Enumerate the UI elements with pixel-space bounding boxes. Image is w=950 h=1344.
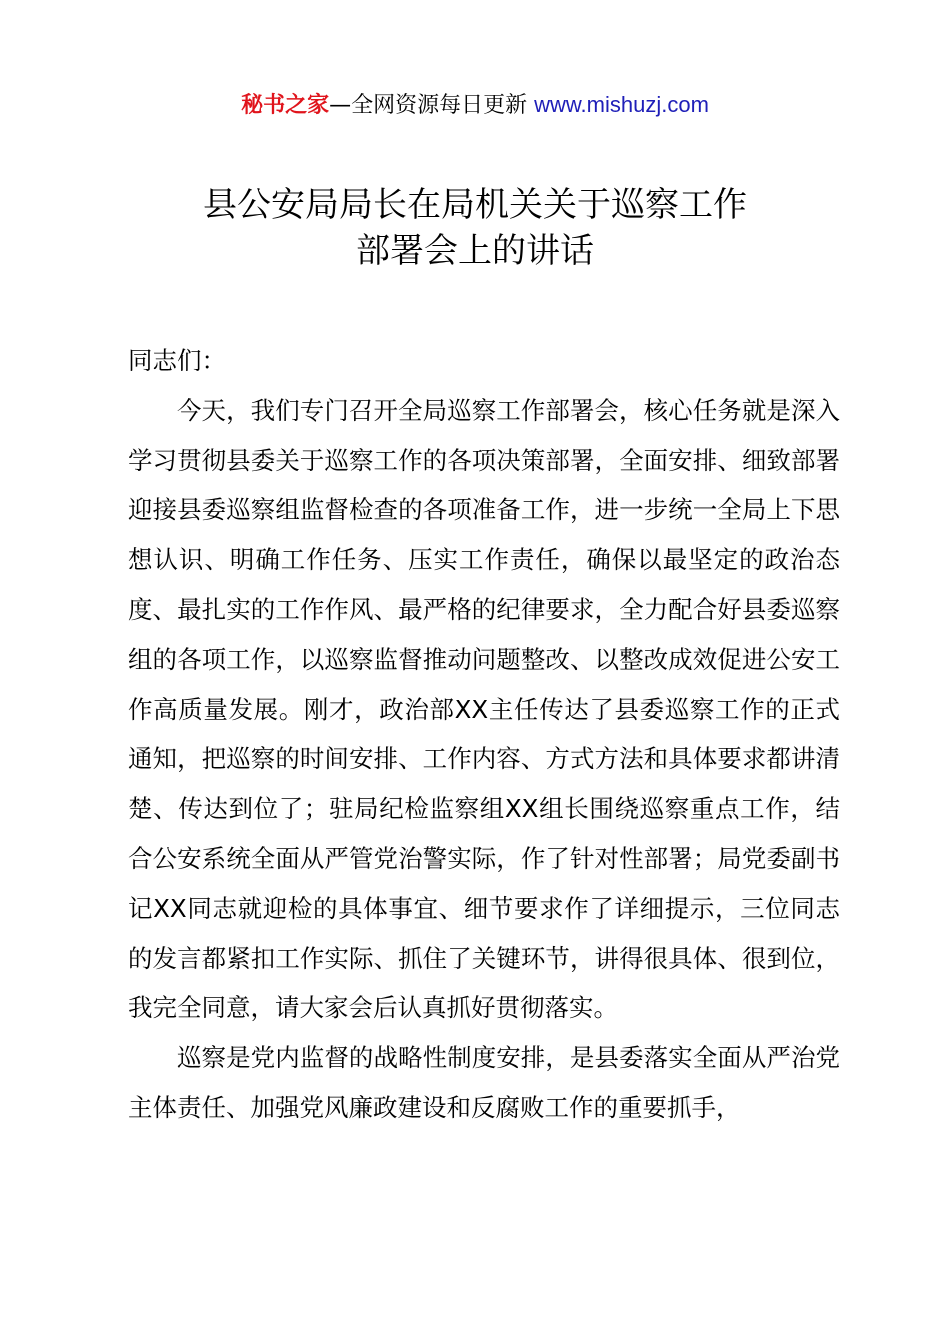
header-dash: — [329, 93, 352, 118]
site-url-link[interactable]: www.mishuzj.com [534, 92, 709, 117]
body-paragraph-2: 巡察是党内监督的战略性制度安排，是县委落实全面从严治党主体责任、加强党风廉政建设和反腐败工作的重要抓手， [128, 1043, 840, 1122]
brand-name: 秘书之家 [241, 93, 330, 118]
document-body [128, 336, 840, 1133]
title-line-1: 县公安局局长在局机关关于巡察工作 [203, 185, 747, 225]
body-paragraph-1: 今天，我们专门召开全局巡察工作部署会，核心任务就是深入学习贯彻县委关于巡察工作的各项决策部署，全面安排、细致部署迎接县委巡察组监督检查的各项准备工作，进一步统一全局上下思想认识、明确工作任务、压实工作责任，确保以最坚定的政治态度、最扎实的工作作风、最严格的纪律要求，全力配合好县委巡察组的各项工作，以巡察监督推动问题整改、以整改成效促进公安工作高质量发展。刚才，政治部XX主任传达了县委巡察工作的正式通知，把巡察的时间安排、工作内容、方式方法和具体要求都讲清楚、传达到位了；驻局纪检监察组XX组长围绕巡察重点工作，结合公安系统全面从严管党治警实际，作了针对性部署；局党委副书记XX同志就迎检的具体事宜、细节要求作了详细提示，三位同志的发言都紧扣工作实际、抓住了关键环节，讲得很具体、很到位，我完全同意，请大家会后认真抓好贯彻落实。 [128, 395, 840, 1023]
salutation: 同志们： [128, 346, 226, 375]
document-title [0, 182, 950, 274]
site-header [0, 88, 950, 123]
header-tagline: 全网资源每日更新 [351, 93, 528, 118]
title-line-2: 部署会上的讲话 [356, 231, 594, 271]
